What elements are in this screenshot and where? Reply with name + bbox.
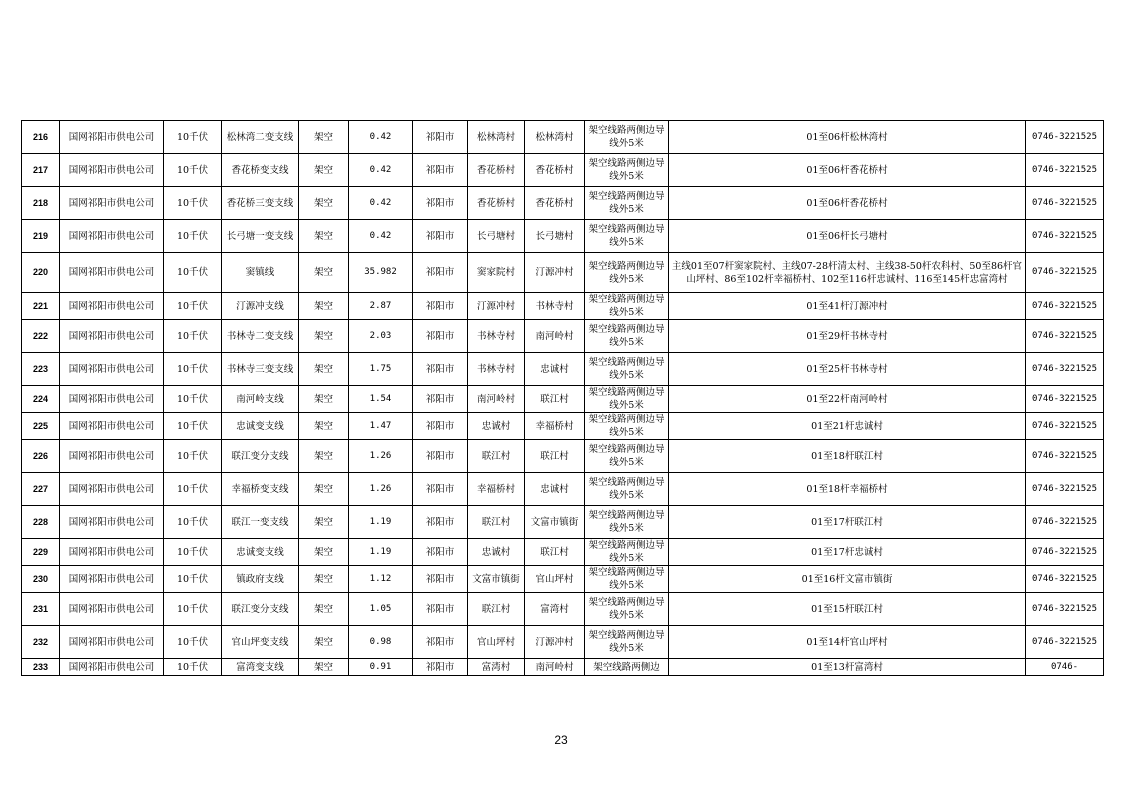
protection-range-cell: 架空线路两侧边导线外5米 bbox=[585, 220, 669, 253]
company-cell: 国网祁阳市供电公司 bbox=[60, 353, 164, 386]
phone-cell: 0746-3221525 bbox=[1026, 154, 1104, 187]
company-cell: 国网祁阳市供电公司 bbox=[60, 626, 164, 659]
table-row bbox=[22, 353, 1104, 386]
line-name-cell: 幸福桥变支线 bbox=[222, 473, 299, 506]
length-cell: 0.42 bbox=[349, 187, 413, 220]
row-number: 218 bbox=[22, 187, 60, 220]
company-cell: 国网祁阳市供电公司 bbox=[60, 659, 164, 676]
phone-cell: 0746-3221525 bbox=[1026, 253, 1104, 293]
description-cell: 01至21杆忠诚村 bbox=[669, 413, 1026, 440]
line-type-cell: 架空 bbox=[299, 220, 349, 253]
description-cell: 01至15杆联江村 bbox=[669, 593, 1026, 626]
start-village-cell: 文富市镇街 bbox=[468, 566, 525, 593]
protection-range-cell: 架空线路两侧边导线外5米 bbox=[585, 473, 669, 506]
start-village-cell: 香花桥村 bbox=[468, 154, 525, 187]
end-village-cell: 松林湾村 bbox=[525, 121, 585, 154]
protection-range-cell: 架空线路两侧边导线外5米 bbox=[585, 320, 669, 353]
voltage-cell: 10千伏 bbox=[164, 626, 222, 659]
start-village-cell: 幸福桥村 bbox=[468, 473, 525, 506]
company-cell: 国网祁阳市供电公司 bbox=[60, 253, 164, 293]
line-name-cell: 香花桥变支线 bbox=[222, 154, 299, 187]
city-cell: 祁阳市 bbox=[413, 593, 468, 626]
line-name-cell: 书林寺三变支线 bbox=[222, 353, 299, 386]
description-cell: 01至17杆联江村 bbox=[669, 506, 1026, 539]
end-village-cell: 幸福桥村 bbox=[525, 413, 585, 440]
row-number: 232 bbox=[22, 626, 60, 659]
start-village-cell: 联江村 bbox=[468, 506, 525, 539]
phone-cell: 0746-3221525 bbox=[1026, 593, 1104, 626]
length-cell: 1.47 bbox=[349, 413, 413, 440]
company-cell: 国网祁阳市供电公司 bbox=[60, 386, 164, 413]
row-number: 228 bbox=[22, 506, 60, 539]
description-cell: 01至22杆南河岭村 bbox=[669, 386, 1026, 413]
protection-range-cell: 架空线路两侧边导线外5米 bbox=[585, 506, 669, 539]
phone-cell: 0746-3221525 bbox=[1026, 626, 1104, 659]
row-number: 225 bbox=[22, 413, 60, 440]
end-village-cell: 富湾村 bbox=[525, 593, 585, 626]
description-cell: 01至06杆香花桥村 bbox=[669, 187, 1026, 220]
line-name-cell: 联江变分支线 bbox=[222, 440, 299, 473]
company-cell: 国网祁阳市供电公司 bbox=[60, 473, 164, 506]
start-village-cell: 香花桥村 bbox=[468, 187, 525, 220]
power-line-table bbox=[21, 120, 1104, 676]
phone-cell: 0746-3221525 bbox=[1026, 320, 1104, 353]
city-cell: 祁阳市 bbox=[413, 566, 468, 593]
line-type-cell: 架空 bbox=[299, 121, 349, 154]
voltage-cell: 10千伏 bbox=[164, 506, 222, 539]
description-cell: 主线01至07杆窦家院村、主线07-28杆清太村、主线38-50杆农科村、50至86杆官山坪村、86至102杆幸福桥村、102至116杆忠诚村、116至145杆忠富湾村 bbox=[669, 253, 1026, 293]
table-row bbox=[22, 386, 1104, 413]
city-cell: 祁阳市 bbox=[413, 154, 468, 187]
line-type-cell: 架空 bbox=[299, 154, 349, 187]
line-name-cell: 窦镇线 bbox=[222, 253, 299, 293]
table-row bbox=[22, 413, 1104, 440]
start-village-cell: 书林寺村 bbox=[468, 320, 525, 353]
length-cell: 1.54 bbox=[349, 386, 413, 413]
row-number: 217 bbox=[22, 154, 60, 187]
city-cell: 祁阳市 bbox=[413, 659, 468, 676]
city-cell: 祁阳市 bbox=[413, 473, 468, 506]
protection-range-cell: 架空线路两侧边导线外5米 bbox=[585, 386, 669, 413]
protection-range-cell: 架空线路两侧边导线外5米 bbox=[585, 566, 669, 593]
length-cell: 1.05 bbox=[349, 593, 413, 626]
length-cell: 1.19 bbox=[349, 539, 413, 566]
protection-range-cell: 架空线路两侧边导线外5米 bbox=[585, 293, 669, 320]
voltage-cell: 10千伏 bbox=[164, 566, 222, 593]
end-village-cell: 书林寺村 bbox=[525, 293, 585, 320]
table-row bbox=[22, 593, 1104, 626]
phone-cell: 0746-3221525 bbox=[1026, 440, 1104, 473]
protection-range-cell: 架空线路两侧边导线外5米 bbox=[585, 440, 669, 473]
table-row bbox=[22, 293, 1104, 320]
row-number: 233 bbox=[22, 659, 60, 676]
row-number: 220 bbox=[22, 253, 60, 293]
phone-cell: 0746-3221525 bbox=[1026, 506, 1104, 539]
length-cell: 0.91 bbox=[349, 659, 413, 676]
description-cell: 01至25杆书林寺村 bbox=[669, 353, 1026, 386]
voltage-cell: 10千伏 bbox=[164, 539, 222, 566]
city-cell: 祁阳市 bbox=[413, 413, 468, 440]
table-row bbox=[22, 320, 1104, 353]
end-village-cell: 香花桥村 bbox=[525, 187, 585, 220]
length-cell: 2.03 bbox=[349, 320, 413, 353]
start-village-cell: 南河岭村 bbox=[468, 386, 525, 413]
description-cell: 01至06杆香花桥村 bbox=[669, 154, 1026, 187]
line-type-cell: 架空 bbox=[299, 593, 349, 626]
end-village-cell: 汀源冲村 bbox=[525, 626, 585, 659]
company-cell: 国网祁阳市供电公司 bbox=[60, 220, 164, 253]
phone-cell: 0746-3221525 bbox=[1026, 293, 1104, 320]
company-cell: 国网祁阳市供电公司 bbox=[60, 539, 164, 566]
city-cell: 祁阳市 bbox=[413, 320, 468, 353]
protection-range-cell: 架空线路两侧边导线外5米 bbox=[585, 187, 669, 220]
line-type-cell: 架空 bbox=[299, 539, 349, 566]
length-cell: 1.75 bbox=[349, 353, 413, 386]
row-number: 216 bbox=[22, 121, 60, 154]
length-cell: 2.87 bbox=[349, 293, 413, 320]
description-cell: 01至18杆联江村 bbox=[669, 440, 1026, 473]
city-cell: 祁阳市 bbox=[413, 386, 468, 413]
line-name-cell: 忠诚变支线 bbox=[222, 539, 299, 566]
line-type-cell: 架空 bbox=[299, 506, 349, 539]
city-cell: 祁阳市 bbox=[413, 506, 468, 539]
row-number: 226 bbox=[22, 440, 60, 473]
line-name-cell: 联江一变支线 bbox=[222, 506, 299, 539]
start-village-cell: 联江村 bbox=[468, 593, 525, 626]
line-type-cell: 架空 bbox=[299, 187, 349, 220]
line-name-cell: 汀源冲支线 bbox=[222, 293, 299, 320]
table-row bbox=[22, 566, 1104, 593]
line-name-cell: 松林湾二变支线 bbox=[222, 121, 299, 154]
voltage-cell: 10千伏 bbox=[164, 413, 222, 440]
voltage-cell: 10千伏 bbox=[164, 320, 222, 353]
end-village-cell: 南河岭村 bbox=[525, 320, 585, 353]
city-cell: 祁阳市 bbox=[413, 253, 468, 293]
start-village-cell: 书林寺村 bbox=[468, 353, 525, 386]
voltage-cell: 10千伏 bbox=[164, 187, 222, 220]
city-cell: 祁阳市 bbox=[413, 626, 468, 659]
phone-cell: 0746-3221525 bbox=[1026, 121, 1104, 154]
line-type-cell: 架空 bbox=[299, 473, 349, 506]
length-cell: 0.42 bbox=[349, 121, 413, 154]
end-village-cell: 香花桥村 bbox=[525, 154, 585, 187]
city-cell: 祁阳市 bbox=[413, 220, 468, 253]
end-village-cell: 联江村 bbox=[525, 386, 585, 413]
row-number: 231 bbox=[22, 593, 60, 626]
description-cell: 01至13杆富湾村 bbox=[669, 659, 1026, 676]
line-name-cell: 香花桥三变支线 bbox=[222, 187, 299, 220]
description-cell: 01至41杆汀源冲村 bbox=[669, 293, 1026, 320]
end-village-cell: 官山坪村 bbox=[525, 566, 585, 593]
end-village-cell: 联江村 bbox=[525, 539, 585, 566]
start-village-cell: 长弓塘村 bbox=[468, 220, 525, 253]
city-cell: 祁阳市 bbox=[413, 187, 468, 220]
phone-cell: 0746-3221525 bbox=[1026, 353, 1104, 386]
line-type-cell: 架空 bbox=[299, 659, 349, 676]
row-number: 230 bbox=[22, 566, 60, 593]
phone-cell: 0746-3221525 bbox=[1026, 187, 1104, 220]
line-type-cell: 架空 bbox=[299, 386, 349, 413]
line-name-cell: 镇政府支线 bbox=[222, 566, 299, 593]
description-cell: 01至14杆官山坪村 bbox=[669, 626, 1026, 659]
row-number: 224 bbox=[22, 386, 60, 413]
length-cell: 0.42 bbox=[349, 154, 413, 187]
voltage-cell: 10千伏 bbox=[164, 293, 222, 320]
voltage-cell: 10千伏 bbox=[164, 253, 222, 293]
voltage-cell: 10千伏 bbox=[164, 353, 222, 386]
row-number: 221 bbox=[22, 293, 60, 320]
table-row bbox=[22, 154, 1104, 187]
protection-range-cell: 架空线路两侧边导线外5米 bbox=[585, 353, 669, 386]
line-name-cell: 书林寺二变支线 bbox=[222, 320, 299, 353]
end-village-cell: 忠诚村 bbox=[525, 473, 585, 506]
description-cell: 01至06杆松林湾村 bbox=[669, 121, 1026, 154]
phone-cell: 0746-3221525 bbox=[1026, 413, 1104, 440]
start-village-cell: 官山坪村 bbox=[468, 626, 525, 659]
start-village-cell: 窦家院村 bbox=[468, 253, 525, 293]
length-cell: 1.12 bbox=[349, 566, 413, 593]
company-cell: 国网祁阳市供电公司 bbox=[60, 187, 164, 220]
page-number: 23 bbox=[554, 733, 568, 747]
company-cell: 国网祁阳市供电公司 bbox=[60, 440, 164, 473]
line-type-cell: 架空 bbox=[299, 440, 349, 473]
line-name-cell: 长弓塘一变支线 bbox=[222, 220, 299, 253]
voltage-cell: 10千伏 bbox=[164, 659, 222, 676]
start-village-cell: 汀源冲村 bbox=[468, 293, 525, 320]
phone-cell: 0746-3221525 bbox=[1026, 566, 1104, 593]
protection-range-cell: 架空线路两侧边 bbox=[585, 659, 669, 676]
company-cell: 国网祁阳市供电公司 bbox=[60, 566, 164, 593]
table-row bbox=[22, 187, 1104, 220]
end-village-cell: 忠诚村 bbox=[525, 353, 585, 386]
voltage-cell: 10千伏 bbox=[164, 220, 222, 253]
end-village-cell: 南河岭村 bbox=[525, 659, 585, 676]
start-village-cell: 松林湾村 bbox=[468, 121, 525, 154]
company-cell: 国网祁阳市供电公司 bbox=[60, 413, 164, 440]
phone-cell: 0746-3221525 bbox=[1026, 220, 1104, 253]
table-row bbox=[22, 506, 1104, 539]
line-type-cell: 架空 bbox=[299, 626, 349, 659]
company-cell: 国网祁阳市供电公司 bbox=[60, 293, 164, 320]
row-number: 227 bbox=[22, 473, 60, 506]
row-number: 222 bbox=[22, 320, 60, 353]
table-row bbox=[22, 253, 1104, 293]
end-village-cell: 文富市镇街 bbox=[525, 506, 585, 539]
phone-cell: 0746-3221525 bbox=[1026, 386, 1104, 413]
table-row bbox=[22, 220, 1104, 253]
company-cell: 国网祁阳市供电公司 bbox=[60, 320, 164, 353]
company-cell: 国网祁阳市供电公司 bbox=[60, 121, 164, 154]
protection-range-cell: 架空线路两侧边导线外5米 bbox=[585, 253, 669, 293]
protection-range-cell: 架空线路两侧边导线外5米 bbox=[585, 593, 669, 626]
city-cell: 祁阳市 bbox=[413, 353, 468, 386]
length-cell: 1.19 bbox=[349, 506, 413, 539]
protection-range-cell: 架空线路两侧边导线外5米 bbox=[585, 539, 669, 566]
phone-cell: 0746-3221525 bbox=[1026, 539, 1104, 566]
line-name-cell: 富湾变支线 bbox=[222, 659, 299, 676]
voltage-cell: 10千伏 bbox=[164, 386, 222, 413]
table-body bbox=[22, 121, 1104, 676]
city-cell: 祁阳市 bbox=[413, 293, 468, 320]
description-cell: 01至18杆幸福桥村 bbox=[669, 473, 1026, 506]
voltage-cell: 10千伏 bbox=[164, 154, 222, 187]
line-type-cell: 架空 bbox=[299, 253, 349, 293]
voltage-cell: 10千伏 bbox=[164, 121, 222, 154]
line-name-cell: 南河岭支线 bbox=[222, 386, 299, 413]
protection-range-cell: 架空线路两侧边导线外5米 bbox=[585, 413, 669, 440]
line-name-cell: 联江变分支线 bbox=[222, 593, 299, 626]
end-village-cell: 汀源冲村 bbox=[525, 253, 585, 293]
row-number: 229 bbox=[22, 539, 60, 566]
phone-cell: 0746- bbox=[1026, 659, 1104, 676]
company-cell: 国网祁阳市供电公司 bbox=[60, 506, 164, 539]
end-village-cell: 联江村 bbox=[525, 440, 585, 473]
description-cell: 01至29杆书林寺村 bbox=[669, 320, 1026, 353]
line-type-cell: 架空 bbox=[299, 353, 349, 386]
protection-range-cell: 架空线路两侧边导线外5米 bbox=[585, 121, 669, 154]
table-row bbox=[22, 626, 1104, 659]
line-type-cell: 架空 bbox=[299, 566, 349, 593]
table-row bbox=[22, 440, 1104, 473]
line-type-cell: 架空 bbox=[299, 293, 349, 320]
line-name-cell: 官山坪变支线 bbox=[222, 626, 299, 659]
protection-range-cell: 架空线路两侧边导线外5米 bbox=[585, 154, 669, 187]
length-cell: 1.26 bbox=[349, 440, 413, 473]
voltage-cell: 10千伏 bbox=[164, 440, 222, 473]
length-cell: 0.98 bbox=[349, 626, 413, 659]
start-village-cell: 忠诚村 bbox=[468, 539, 525, 566]
company-cell: 国网祁阳市供电公司 bbox=[60, 154, 164, 187]
protection-range-cell: 架空线路两侧边导线外5米 bbox=[585, 626, 669, 659]
description-cell: 01至16杆文富市镇街 bbox=[669, 566, 1026, 593]
city-cell: 祁阳市 bbox=[413, 440, 468, 473]
voltage-cell: 10千伏 bbox=[164, 473, 222, 506]
line-name-cell: 忠诚变支线 bbox=[222, 413, 299, 440]
row-number: 219 bbox=[22, 220, 60, 253]
length-cell: 35.982 bbox=[349, 253, 413, 293]
table-row bbox=[22, 121, 1104, 154]
table-row bbox=[22, 659, 1104, 676]
length-cell: 0.42 bbox=[349, 220, 413, 253]
end-village-cell: 长弓塘村 bbox=[525, 220, 585, 253]
table-row bbox=[22, 539, 1104, 566]
start-village-cell: 联江村 bbox=[468, 440, 525, 473]
table-row bbox=[22, 473, 1104, 506]
row-number: 223 bbox=[22, 353, 60, 386]
description-cell: 01至06杆长弓塘村 bbox=[669, 220, 1026, 253]
city-cell: 祁阳市 bbox=[413, 121, 468, 154]
start-village-cell: 富湾村 bbox=[468, 659, 525, 676]
start-village-cell: 忠诚村 bbox=[468, 413, 525, 440]
city-cell: 祁阳市 bbox=[413, 539, 468, 566]
line-type-cell: 架空 bbox=[299, 413, 349, 440]
phone-cell: 0746-3221525 bbox=[1026, 473, 1104, 506]
company-cell: 国网祁阳市供电公司 bbox=[60, 593, 164, 626]
line-type-cell: 架空 bbox=[299, 320, 349, 353]
description-cell: 01至17杆忠诚村 bbox=[669, 539, 1026, 566]
length-cell: 1.26 bbox=[349, 473, 413, 506]
voltage-cell: 10千伏 bbox=[164, 593, 222, 626]
